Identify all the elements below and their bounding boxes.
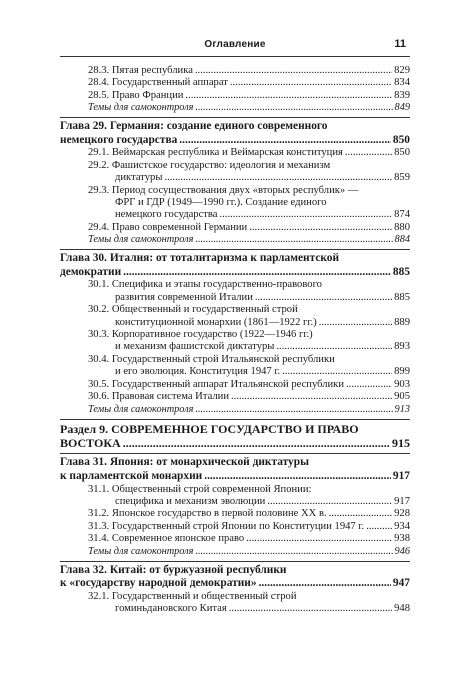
toc-subsection xyxy=(88,279,410,304)
entry-title: Темы для самоконтроля xyxy=(88,545,194,557)
header-rule xyxy=(60,56,410,57)
toc-self-check xyxy=(88,234,410,246)
table-of-contents xyxy=(60,65,410,616)
entry-page: 938 xyxy=(394,533,410,545)
leader-dots xyxy=(179,134,391,148)
toc-chapter xyxy=(60,453,410,483)
entry-title: 29.4. Право современной Германии xyxy=(88,221,248,233)
leader-dots xyxy=(230,77,392,89)
leader-dots xyxy=(195,404,392,416)
toc-subsection xyxy=(88,591,410,616)
leader-dots xyxy=(246,533,392,545)
entry-title: и механизм фашистской диктатуры xyxy=(115,341,275,353)
toc-subsection xyxy=(88,304,410,329)
toc-subsection xyxy=(88,65,410,77)
toc-subsection xyxy=(88,379,410,391)
leader-dots xyxy=(195,65,392,77)
leader-dots xyxy=(185,90,392,102)
entry-title: демократии xyxy=(60,265,122,278)
entry-title: 28.5. Право Франции xyxy=(88,89,184,101)
entry-title: 31.2. Японское государство в первой половине XX в. xyxy=(88,508,327,520)
entry-title: 28.3. Пятая республика xyxy=(88,65,193,76)
entry-title: Глава 29. Германия: создание единого современного xyxy=(60,120,328,133)
entry-page: 884 xyxy=(394,234,410,246)
toc-part xyxy=(60,419,410,451)
entry-page: 834 xyxy=(394,77,410,89)
toc-subsection xyxy=(88,354,410,379)
entry-title: немецкого государства xyxy=(115,209,218,221)
entry-title: развития современной Италии xyxy=(115,291,253,303)
entry-page: 905 xyxy=(394,391,410,403)
entry-title: 31.4. Современное японское право xyxy=(88,533,245,545)
entry-title: ВОСТОКА xyxy=(60,435,121,450)
running-title: Оглавление xyxy=(204,39,266,50)
entry-title: 32.1. Государственный и общественный строй xyxy=(88,590,297,602)
entry-page: 850 xyxy=(394,147,410,159)
entry-title: к «государству народной демократии» xyxy=(60,577,257,590)
entry-title: Темы для самоконтроля xyxy=(88,234,194,246)
leader-dots xyxy=(164,172,392,184)
entry-title: 31.1. Общественный строй современной Японии: xyxy=(88,483,312,495)
leader-dots xyxy=(345,147,392,159)
toc-subsection xyxy=(88,391,410,403)
toc-subsection xyxy=(88,185,410,222)
toc-subsection xyxy=(88,484,410,509)
toc-subsection xyxy=(88,508,410,520)
running-header xyxy=(60,36,410,56)
entry-title: 31.3. Государственный строй Японии по Конституции 1947 г. xyxy=(88,520,365,532)
leader-dots xyxy=(255,292,392,304)
entry-page: 889 xyxy=(394,316,410,328)
entry-title: и его эволюция. Конституция 1947 г. xyxy=(115,366,281,378)
entry-title: диктатуры xyxy=(115,172,163,184)
entry-title: ФРГ и ГДР (1949—1990 гг.). Создание единого xyxy=(115,197,327,209)
entry-page: 948 xyxy=(394,603,410,615)
leader-dots xyxy=(249,222,392,234)
entry-title: 29.1. Веймарская республика и Веймарская конституция xyxy=(88,147,343,159)
entry-title: Глава 31. Япония: от монархической диктатуры xyxy=(60,456,309,469)
entry-page: 849 xyxy=(394,102,410,114)
entry-page: 899 xyxy=(394,366,410,378)
leader-dots xyxy=(195,102,392,114)
toc-chapter xyxy=(60,117,410,147)
toc-subsection xyxy=(88,329,410,354)
toc-self-check xyxy=(88,102,410,114)
leader-dots xyxy=(276,341,392,353)
leader-dots xyxy=(329,508,392,520)
entry-page: 934 xyxy=(394,520,410,532)
leader-dots xyxy=(267,496,392,508)
toc-subsection xyxy=(88,147,410,159)
toc-subsection xyxy=(88,533,410,545)
entry-title: конституционной монархии (1861—1922 гг.) xyxy=(115,316,317,328)
leader-dots xyxy=(220,209,393,221)
leader-dots xyxy=(123,266,391,280)
toc-subsection xyxy=(88,222,410,234)
entry-page: 859 xyxy=(394,172,410,184)
entry-title: 30.5. Государственный аппарат Итальянской республики xyxy=(88,378,345,390)
leader-dots xyxy=(259,577,391,591)
leader-dots xyxy=(231,391,392,403)
entry-title: 29.3. Период сосуществования двух «вторых республик» — xyxy=(88,184,359,196)
leader-dots xyxy=(195,546,392,558)
leader-dots xyxy=(195,234,392,246)
entry-page: 903 xyxy=(394,378,410,390)
toc-chapter xyxy=(60,561,410,591)
page-number: 11 xyxy=(394,38,406,50)
entry-title: 30.1. Специфика и этапы государственно-правового xyxy=(88,279,322,291)
entry-page: 839 xyxy=(394,89,410,101)
entry-page: 946 xyxy=(394,545,410,557)
entry-title: 29.2. Фашистское государство: идеология и механизм xyxy=(88,159,331,171)
leader-dots xyxy=(346,379,392,391)
entry-page: 885 xyxy=(392,265,410,278)
entry-title: 30.2. Общественный и государственный строй xyxy=(88,304,298,316)
entry-page: 893 xyxy=(394,341,410,353)
toc-self-check xyxy=(88,546,410,558)
leader-dots xyxy=(229,603,392,615)
toc-subsection xyxy=(88,77,410,89)
entry-title: специфика и механизм эволюции xyxy=(115,495,266,507)
toc-subsection xyxy=(88,521,410,533)
entry-title: 30.3. Корпоративное государство (1922—1946 гг.) xyxy=(88,329,313,341)
entry-title: Глава 32. Китай: от буржуазной республики xyxy=(60,563,287,576)
entry-title: Раздел 9. СОВРЕМЕННОЕ ГОСУДАРСТВО И ПРАВО xyxy=(60,421,359,436)
entry-page: 880 xyxy=(394,221,410,233)
entry-title: Темы для самоконтроля xyxy=(88,102,194,114)
entry-page: 829 xyxy=(394,65,410,76)
leader-dots xyxy=(366,521,392,533)
leader-dots xyxy=(204,470,391,484)
entry-title: 30.4. Государственный строй Итальянской республики xyxy=(88,353,335,365)
entry-title: Глава 30. Италия: от тоталитаризма к парламентской xyxy=(60,252,340,265)
leader-dots xyxy=(123,436,390,450)
leader-dots xyxy=(319,317,392,329)
entry-page: 917 xyxy=(394,495,410,507)
entry-page: 874 xyxy=(394,209,410,221)
entry-title: 28.4. Государственный аппарат xyxy=(88,77,228,89)
entry-title: к парламентской монархии xyxy=(60,469,203,482)
entry-page: 947 xyxy=(392,577,410,590)
entry-page: 917 xyxy=(392,469,410,482)
entry-title: 30.6. Правовая система Италии xyxy=(88,391,230,403)
entry-page: 885 xyxy=(394,291,410,303)
entry-title: гоминьдановского Китая xyxy=(115,603,227,615)
toc-subsection xyxy=(88,160,410,185)
leader-dots xyxy=(282,366,392,378)
entry-title: немецкого государства xyxy=(60,133,178,146)
toc-chapter xyxy=(60,249,410,279)
entry-page: 850 xyxy=(392,133,410,146)
entry-page: 928 xyxy=(394,508,410,520)
entry-title: Темы для самоконтроля xyxy=(88,403,194,415)
toc-subsection xyxy=(88,90,410,102)
toc-self-check xyxy=(88,404,410,416)
entry-page: 915 xyxy=(392,435,410,450)
entry-page: 913 xyxy=(394,403,410,415)
